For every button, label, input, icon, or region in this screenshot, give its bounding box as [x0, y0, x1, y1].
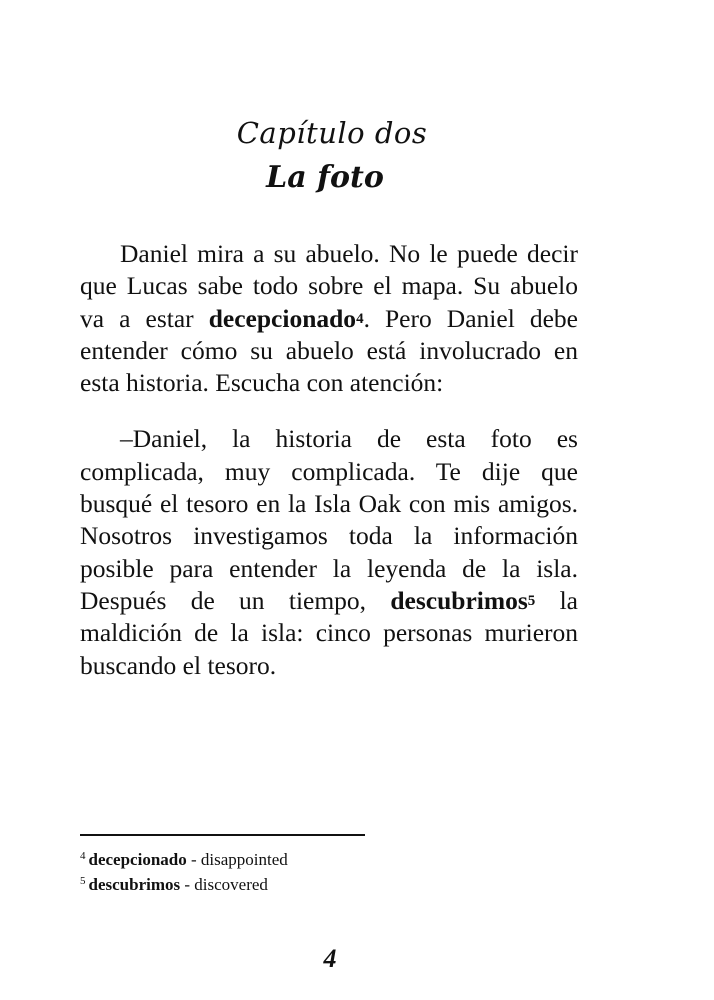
- paragraph: [80, 423, 578, 681]
- footnotes: [80, 847, 580, 897]
- footnote-separator: -: [186, 850, 201, 869]
- chapter-title: La foto: [266, 160, 384, 195]
- footnote-reference: 5: [527, 592, 536, 609]
- vocab-word: descubrimos: [390, 585, 528, 615]
- paragraph-text: Daniel mira a su abuelo. No le puede decir que Lucas sabe todo sobre el mapa. Su abuelo va a estar: [80, 239, 578, 333]
- chapter-label: Capítulo dos: [236, 116, 428, 150]
- footnote-separator: -: [180, 875, 195, 894]
- footnote-number: 4: [80, 850, 86, 862]
- footnote-definition: discovered: [194, 875, 268, 894]
- paragraph-text: la maldición de la isla: cinco personas murieron buscando el tesoro.: [80, 585, 578, 680]
- page-number: 4: [323, 944, 337, 973]
- paragraph-text: . Pero Daniel debe entender cómo su abuelo está involucrado en esta historia. Escucha con atención:: [80, 303, 578, 398]
- footnote-reference: 4: [356, 310, 364, 327]
- paragraph: [80, 238, 578, 399]
- paragraph-text: –Daniel, la historia de esta foto es complicada, muy complicada. Te dije que busqué el tesoro en la Isla Oak con mis amigos. Nosotros investigamos toda la información posible para entender la leyenda de la isla. Después de un tiempo,: [80, 424, 578, 615]
- body-text: [80, 238, 578, 682]
- footnote-term: decepcionado: [88, 850, 187, 869]
- footnote-item: [80, 872, 580, 897]
- vocab-word: decepcionado: [208, 303, 357, 333]
- footnote-item: [80, 847, 580, 872]
- footnote-number: 5: [80, 875, 86, 887]
- footnote-divider: [80, 834, 365, 836]
- footnote-definition: disappointed: [200, 850, 288, 869]
- footnote-term: descubrimos: [88, 875, 181, 894]
